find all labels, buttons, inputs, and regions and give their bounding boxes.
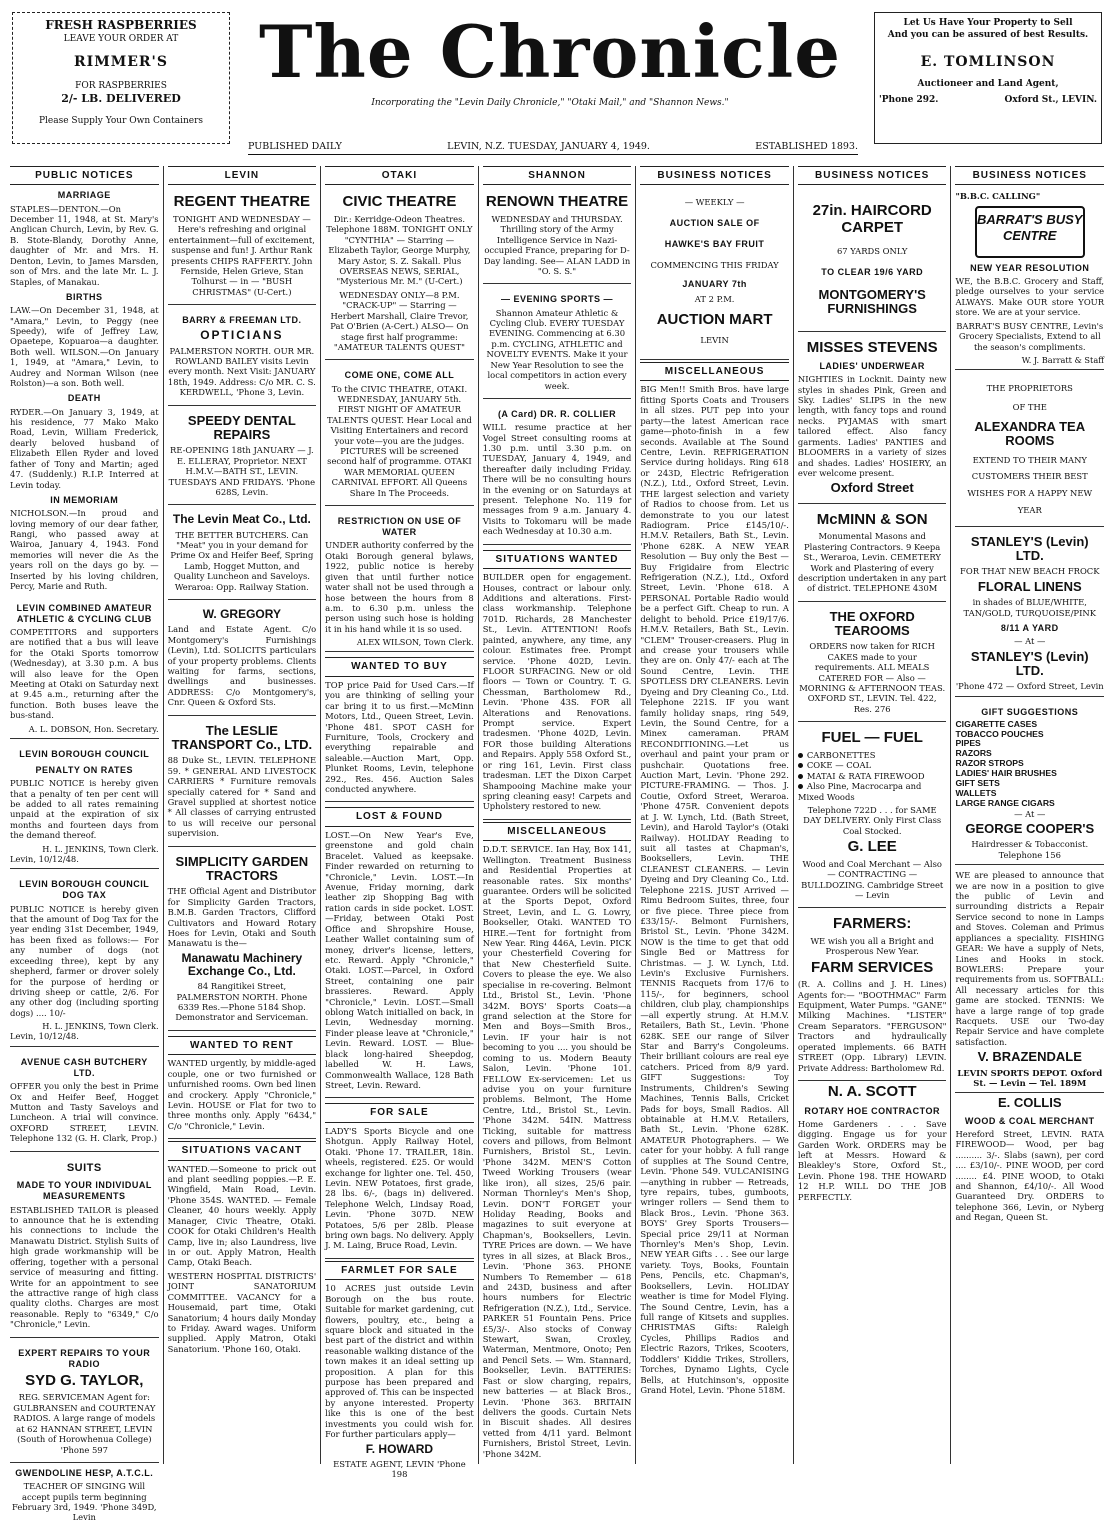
list-item: RAZOR STROPS bbox=[955, 758, 1024, 769]
list-item-label: COKE — COAL bbox=[806, 760, 872, 771]
advertiser-name: REGENT THEATRE bbox=[173, 193, 311, 211]
notice-text: LOST.—On New Year's Eve, greenstone and gold chain Bracelet. Valued as keepsake. Finder rewarded on returning to "Chronicle," Levin. LOST.—In Avenue, Friday morning, dark leather zip Shopping Bag with ration cards in side pocket. LOST.—Friday, between Otaki Post Office and Shropshire House, Leather Wallet containing sum of money, driver's license, letters, etc. Reward. Apply "Chronicle," Otaki. LOST.—Parcel, in Oxford Street, containing one pair brassieres. Reward. Apply "Chronicle," Levin. LOST.—Small oblong Watch initialled on back, in Levin, Wednesday morning. Finder please leave at "Chronicle," Levin. Reward. LOST. — Blue-black long-haired Sheepdog, labelled W. H. Laws, Commonwealth Wallace, 128 Bath Street, Levin. Reward. bbox=[325, 829, 474, 1090]
notice-block bbox=[483, 188, 632, 284]
advertiser-name: The Levin Meat Co., Ltd. bbox=[172, 512, 311, 527]
list-item bbox=[798, 771, 947, 781]
notice-block bbox=[325, 362, 474, 506]
notice-block bbox=[168, 1141, 317, 1354]
masthead-incorporating: Incorporating the "Levin Daily Chronicle," "Otaki Mail," and "Shannon News." bbox=[371, 98, 729, 108]
notice-block bbox=[325, 804, 474, 1098]
notice-text: REG. SERVICEMAN Agent for: GULBRANSEN and COURTENAY RADIOS. A large range of models at 62 HANNAN STREET, LEVIN (South of Horowhenua College) 'Phone 597 bbox=[13, 1392, 156, 1455]
column-business-notices-1 bbox=[636, 166, 794, 1464]
section-heading: HAWKE'S BAY FRUIT bbox=[664, 238, 765, 249]
advertiser-name: FARMERS: bbox=[833, 915, 912, 933]
ear-text: 2/- LB. DELIVERED bbox=[61, 92, 181, 106]
advertiser-name: SPEEDY DENTAL REPAIRS bbox=[187, 412, 296, 443]
advertiser-name: 27in. HAIRCORD CARPET bbox=[812, 202, 932, 236]
section-heading: LOST & FOUND bbox=[325, 807, 474, 826]
section-heading: COME ONE, COME ALL bbox=[344, 370, 455, 381]
notice-text: D.D.T. SERVICE. Ian Hay, Box 141, Wellington. Treatment Business and Residential Properties at reasonable rates. Six months' guarantee. Orders will be solicited at the Sports Depot, Oxford Street, Levin, and L. G. Lowry, Bookseller, Otaki. WANTED TO HIRE.—Tent for fortnight from New Year. Ring 446A, Levin. PICK your Chesterfield Covering for that New Chesterfield Suite. Covers to please the eye. We also specialise in re-covering. Belmont Ltd., Bristol St., Levin. 'Phone 342M. BOYS' Sports Coats—a grand selection at the Store for Men and Boys—Smith Bros., Levin. IF your hair is not becoming to you .... you should be coming to us. Modern Beauty Salon, Levin. 'Phone 101. FELLOW Ex-servicemen: Let us advise you on your furniture problems. Belmont, The Home Centre, Ltd., Bristol St., Levin. 'Phone 342M. 54IN. Mattress Ticking, suitable for mattress covers and pillows, from Belmont Furnishers, Bristol St., Levin. 'Phone 342M. MEN'S Cotton Tweed Working Trousers (wear like iron), all sizes, 25/6 pair. Norman Thornley's Men's Shop, Levin. DON'T FORGET your Holiday Reading, Books and magazines to suit everyone at Chapman's, Booksellers, Levin. TYRE Prices are down. — We have tyres in all sizes, at Black Bros., Levin. 'Phone 363. PHONE Numbers To Remember — 618 and 243D, business and after hours numbers for Electric Refrigeration (N.Z.), Ltd., Service. PARKER 51 Fountain Pens. Price £5/3/-. Also stocks of Conway Stewart, Swan, Croxley, Waterman, Mentmore, Onoto; Pen and Pencil Sets. — Wm. Stannard, Bookseller, Levin. BATTERIES: Fast or slow charging, repairs, new batteries — at Black Bros., Levin. 'Phone 363. BRITAIN delivers the goods. Curtain Nets in Biscuit shades. All desires vetted from 4/11 yard. Belmont Furnishers, Bristol Street, Levin. 'Phone 342M. bbox=[482, 844, 632, 1459]
notice-block bbox=[10, 1468, 159, 1523]
notice-block bbox=[483, 401, 632, 545]
list-item: WALLETS bbox=[955, 787, 997, 798]
notice-block bbox=[798, 910, 947, 1081]
notice-text: WE are pleased to announce that we are now in a position to give the public of Levin and surrounding districts a Repair Service second to none in Lamps and Stoves. Coleman and Primus appliances a speciality. FISHING GEAR: We have a supply of Nets, Lines and Hooks in stock. BOWLERS: Prepare your requirements from us. SOFTBALL: All necessary articles for this game are stocked. TENNIS: We have a large range of top grade Racquets. USE our Two-day Repair Service and have complete satisfaction. bbox=[955, 870, 1105, 1047]
ear-text: 'Phone 292. bbox=[879, 95, 939, 106]
list-item: RAZORS bbox=[955, 748, 992, 759]
advertiser-name: RENOWN THEATRE bbox=[485, 193, 629, 211]
notice-block bbox=[798, 724, 947, 908]
dateline-left: PUBLISHED DAILY bbox=[248, 141, 342, 152]
notice-block bbox=[325, 1261, 474, 1480]
notice-block bbox=[325, 508, 474, 652]
notice-text: LEVIN bbox=[700, 334, 729, 345]
bullet-icon bbox=[798, 784, 803, 789]
column-public-notices bbox=[6, 166, 164, 1523]
section-heading: EXPERT REPAIRS TO YOUR RADIO bbox=[18, 1347, 151, 1369]
notice-block bbox=[10, 595, 159, 739]
column-heading: PUBLIC NOTICES bbox=[10, 166, 159, 185]
notice-text: OF THE bbox=[1012, 401, 1047, 412]
section-heading: JANUARY 7th bbox=[682, 278, 747, 289]
section-subheading: PENALTY ON RATES bbox=[35, 764, 134, 775]
notice-text: STAPLES—DENTON.—On December 11, 1948, at St. Mary's Anglican Church, Levin, by Rev. G. B. Stote-Blandy, Dorothy Anne, daughter of Mr. and Mrs. H. Denton, Levin, to James Marsden, son of Mrs. and the late Mr. L. J. Staples, of Manakau. bbox=[10, 203, 159, 287]
section-heading: IN MEMORIAM bbox=[50, 494, 119, 505]
section-heading: TO CLEAR 19/6 YARD bbox=[821, 266, 924, 277]
column-heading: BUSINESS NOTICES bbox=[640, 166, 789, 185]
section-heading: RESTRICTION ON USE OF WATER bbox=[337, 516, 462, 538]
section-heading: MISCELLANEOUS bbox=[483, 822, 632, 841]
notice-text: 'Phone 472 — Oxford Street, Levin bbox=[955, 681, 1104, 692]
ear-text: FRESH RASPBERRIES bbox=[45, 18, 197, 32]
notice-text: WEDNESDAY and THURSDAY. Thrilling story of the Army Intelligence Service in Nazi-occupied France, preparing for D-Day landing. See— ALAN LADD in "O. S. S." bbox=[483, 213, 631, 276]
notice-signature: W. J. Barratt & Staff bbox=[1021, 354, 1105, 365]
notice-text: OFFER you only the best in Prime Ox and Heifer Beef, Hogget Mutton and Tasty Saveloys and Luncheon. A trial will convince. OXFORD STREET, LEVIN. Telephone 132 (G. H. Clark, Prop.) bbox=[10, 1081, 159, 1144]
ear-text: Oxford St., LEVIN. bbox=[1004, 95, 1097, 106]
section-heading: MARRIAGE bbox=[57, 190, 111, 201]
notice-text: (R. A. Collins and J. H. Lines) Agents for:— "BOOTHMAC" Farm Equipment, Water Pumps. "GANE" Milking Machines. "LISTER" Cream Separators. "FERGUSON" Tractors and hydraulically operated implements. 66 BATH STREET (Opp. Library) LEVIN. Private Address: Bartholomew Rd. bbox=[797, 979, 947, 1073]
notice-text: NICHOLSON.—In proud and loving memory of our dear father, Rangi, who passed away at Wairoa, January 4, 1943. Fond memories will never die As the years roll on the days go by. —Inserted by his loving children, Percy, Marie and Ruth. bbox=[10, 508, 159, 592]
notice-text: — At — bbox=[1014, 808, 1046, 819]
ear-text: FOR RASPBERRIES bbox=[75, 81, 167, 92]
notice-block bbox=[955, 867, 1104, 1093]
advertiser-name: MONTGOMERY'S FURNISHINGS bbox=[818, 286, 926, 317]
newspaper-title: The Chronicle bbox=[258, 9, 842, 94]
column-heading: LEVIN bbox=[168, 166, 317, 185]
notice-text: 67 YARDS ONLY bbox=[836, 246, 908, 257]
notice-text: LADY'S Sports Bicycle and one Shotgun. Apply Railway Hotel, Otaki. 'Phone 17. TRAILER, 18in. wheels, registered. £25. Or would exchange for lighter one. Tel. 450, Levin. NEW Potatoes, first grade, 28 lbs. 6/-, (bags in) delivered. Telephone Welch, Lindsay Road, Levin. 'Phone 307D. NEW Potatoes, 5/6 per 28lb. Please bring own bags. No delivery. Apply J. M. Laing, Bruce Road, Levin. bbox=[325, 1125, 474, 1251]
notice-text: Home Gardeners . . . Save digging. Engage us for your Garden Work. ORDERS may be left at Messrs. Howard & Bleakley's Store, Oxford St., Levin. Phone 198. THE HOWARD 12 H.P. WILL DO THE JOB PERFECTLY. bbox=[797, 1118, 947, 1202]
notice-signature: H. L. JENKINS, Town Clerk. bbox=[42, 1021, 159, 1032]
notice-block bbox=[10, 1049, 159, 1152]
section-subheading: MADE TO YOUR INDIVIDUAL MEASUREMENTS bbox=[16, 1180, 152, 1202]
column-otaki bbox=[321, 166, 479, 1480]
bullet-icon bbox=[798, 763, 803, 768]
list-item: GIFT SETS bbox=[955, 777, 1000, 788]
right-ear-ad bbox=[874, 12, 1102, 144]
section-heading: LADIES' UNDERWEAR bbox=[819, 361, 925, 372]
ear-text: Please Supply Your Own Containers bbox=[38, 116, 204, 127]
left-ear-ad bbox=[12, 12, 230, 144]
section-heading: NEW YEAR RESOLUTION bbox=[970, 262, 1090, 273]
masthead bbox=[240, 6, 860, 118]
dateline bbox=[248, 141, 858, 155]
notice-block bbox=[955, 372, 1104, 527]
dateline-right: ESTABLISHED 1893. bbox=[755, 141, 858, 152]
notice-text: PUBLIC NOTICE is hereby given that a penalty of ten per cent will be added to all rates remaining unpaid at the expiration of six months and fourteen days from the demand thereof. bbox=[10, 778, 159, 841]
notice-block bbox=[168, 849, 317, 1031]
section-heading: WANTED TO BUY bbox=[325, 657, 474, 676]
notice-text: "B.B.C. CALLING" bbox=[955, 191, 1041, 202]
advertiser-name: SYD G. TAYLOR, bbox=[25, 1371, 144, 1389]
section-heading: SITUATIONS VACANT bbox=[168, 1141, 317, 1160]
notice-text: in shades of BLUE/WHITE, TAN/GOLD, TURQUOISE/PINK bbox=[963, 597, 1096, 618]
notice-block bbox=[798, 334, 947, 504]
notice-text: BARRAT'S BUSY CENTRE, Levin's Grocery Specialists, Extend to all the season's compliments. bbox=[956, 320, 1104, 352]
notice-text: ORDERS now taken for RICH CAKES made to your requirements. ALL MEALS CATERED FOR — Also — MORNING & AFTERNOON TEAS. OXFORD ST., LEVIN. Tel. 422, Res. 276 bbox=[799, 641, 946, 714]
notice-text: Shannon Amateur Athletic & Cycling Club. EVERY TUESDAY EVENING. Commencing at 6.30 p.m. CYCLING, ATHLETIC and NOVELTY EVENTS. Make it your New Year Resolution to see the local competitors in action every week. bbox=[486, 307, 628, 391]
notice-text: EXTEND TO THEIR MANY CUSTOMERS THEIR BEST WISHES FOR A HAPPY NEW YEAR bbox=[967, 454, 1093, 515]
notice-text: WILL resume practice at her Vogel Street consulting rooms at 1.30 p.m. until 3.30 p.m. on TUESDAY, January 4, 1949, and thereafter daily including Friday. There will be no consulting hours in the evening or on Saturdays at present. Telephone No. 119 for messages from 9 a.m. January 4. Visits to Tokomaru will be made each Wednesday at 10.30 a.m. bbox=[482, 422, 632, 537]
notice-text: NIGHTIES in Locknit. Dainty new styles in shades Pink, Green and Sky. Ladies' SLIPS in the new length, with fancy tops and round necks. PYJAMAS with smart tailored effect. Also fancy garments. Ladies' PANTIES and BLOOMERS in a variety of sizes and shades. Ladies' HOSIERY, an ever welcome present. bbox=[797, 374, 947, 479]
notice-text: FOR THAT NEW BEACH FROCK bbox=[960, 566, 1100, 577]
notice-text: Monumental Masons and Plastering Contractors. 9 Keepa St., Weraroa, Levin. CEMETERY Work and Plastering of every description undertaken in any part of district. TELEPHONE 430M bbox=[798, 531, 947, 594]
notice-block bbox=[640, 188, 789, 360]
notice-text: ESTABLISHED TAILOR is pleased to announce that he is extending his connections to include the Manawatu District. Stylish Suits of high grade workmanship will be offering, together with a personal service of measuring and fitting. Write for an appointment to see the attractive range of high class quality cloths. Charges are most reasonable. Reply to "6349," C/o "Chronicle," Levin. bbox=[10, 1204, 159, 1330]
section-heading: SUITS bbox=[66, 1161, 102, 1174]
notice-block bbox=[798, 604, 947, 723]
notice-text: — At — bbox=[1014, 636, 1046, 647]
section-heading: GIFT SUGGESTIONS bbox=[981, 706, 1079, 717]
section-heading: AUCTION SALE OF bbox=[669, 217, 760, 228]
advertiser-name: STANLEY'S (Levin) LTD. bbox=[970, 648, 1089, 678]
list-item: CIGARETTE CASES bbox=[955, 718, 1038, 729]
notice-text: TONIGHT AND WEDNESDAY — Here's refreshing and original entertainment—full of excitement, suspense and fun! J. Arthur Rank presents CHIPS RAFFERTY. John Fernside, Helen Grieve, Stan Tolhurst — in — "BUSH CHRISTMAS" (U-Cert.) bbox=[168, 213, 315, 297]
column-business-notices-3 bbox=[951, 166, 1108, 1464]
notice-signature: A. L. DOBSON, Hon. Secretary. bbox=[28, 723, 159, 734]
notice-text: LAW.—On December 31, 1948, at "Amara," Levin, to Peggy (nee Speedy), wife of Jeffrey Law, Opaetepe, Kopuaroa—a daughter. Both well. WILSON.—On January 1, 1949, at "Amara," Levin, to Audrey and Norman Wilson (nee Rolston)—a son. Both well. bbox=[10, 305, 159, 389]
notice-block bbox=[10, 1154, 159, 1338]
list-item: PIPES bbox=[955, 738, 981, 749]
column-heading: OTAKI bbox=[325, 166, 474, 185]
column-shannon bbox=[479, 166, 637, 1464]
notice-text: COMMENCING THIS FRIDAY bbox=[650, 260, 779, 271]
ear-text: And you can be assured of best Results. bbox=[887, 30, 1089, 41]
advertiser-name: E. COLLIS bbox=[997, 1095, 1062, 1111]
advertiser-name: G. LEE bbox=[847, 838, 897, 856]
notice-text: WANTED.—Someone to prick out and plant seedling poppies.—P. E. Wingfield, Main Road, Levin. 'Phone 354S. WANTED. — Female Cleaner, 40 hours weekly. Apply Manager, Civic Theatre, Otaki. COOK for Otaki Children's Health Camp, live in; also Laundress, live in or out. Apply Matron, Health Camp, Otaki Beach. bbox=[167, 1163, 317, 1268]
advertiser-name: FARM SERVICES bbox=[811, 958, 934, 976]
advertiser-name: STANLEY'S (Levin) LTD. bbox=[970, 533, 1089, 564]
notice-text: Hairdresser & Tobacconist. Telephone 156 bbox=[971, 839, 1089, 860]
list-item bbox=[798, 750, 947, 760]
advertiser-name: Oxford Street bbox=[830, 480, 914, 496]
notice-text: RE-OPENING 18th JANUARY — J. E. ELLERAY, Proprietor. NEXT H.M.V.—BATH ST., LEVIN. TUESDAYS AND FRIDAYS. 'Phone 628S, Levin. bbox=[168, 445, 316, 497]
advertiser-name: AUCTION MART bbox=[656, 311, 773, 329]
notice-signature: ALEX WILSON, Town Clerk. bbox=[356, 637, 474, 648]
notice-text: BUILDER open for engagement. Houses, contract or labour only. Additions and alterations. First-class workmanship. Telephone 701D. Richards, 28 Manchester St., Levin. ATTENTION! Roofs painted, anywhere, any time, any colour. Estimates free. Prompt service. 'Phone 402D, Levin. FLOOR SURFACING. New or old floors — Town or Country. T. G. Chessman, Bartholomew Rd., Levin. 'Phone 43S. FOR all Alterations and Renovations. Prompt service. Expert tradesmen. 'Phone 402D, Levin. FOR those building Alterations and Repairs. Apply 558 Oxford St., or ring 161, Levin. First class tradesman. LET the Dixon Carpet Shampooing Machine make your spring cleaning easy! Carpets and Upholstery restored to new. bbox=[482, 572, 632, 812]
bullet-icon bbox=[798, 753, 803, 758]
notice-block bbox=[798, 188, 947, 331]
notice-text: Telephone 722D . . . for SAME DAY DELIVERY. Only First Class Coal Stocked. bbox=[803, 804, 942, 836]
notice-text: AT 2 P.M. bbox=[694, 293, 735, 304]
advertiser-name: SIMPLICITY GARDEN TRACTORS bbox=[175, 853, 309, 883]
notice-block bbox=[640, 362, 789, 1395]
notice-block bbox=[168, 307, 317, 405]
notice-block bbox=[955, 188, 1104, 370]
section-heading: DEATH bbox=[67, 393, 101, 404]
notice-text: Hereford Street, LEVIN. RATA FIREWOOD— Wood, per bag .......... 3/-. Slabs (sawn), per cord .... £3/10/-. PINE WOOD, per cord ........ £4. PINE WOOD, to Otaki and Shannon, £4/10/-. All Wood Guaranteed Dry. ORDERS to telephone 366, Levin, or Nyberg and Regan, Queen St. bbox=[955, 1128, 1105, 1223]
list-item-label: Also Pine, Macrocarpa and Mixed Woods bbox=[797, 781, 922, 802]
notice-block bbox=[168, 408, 317, 506]
notice-text: TEACHER OF SINGING Will accept pupils term beginning February 3rd, 1949. 'Phone 349D, Levin bbox=[12, 1481, 157, 1523]
notice-block bbox=[955, 529, 1104, 697]
ear-text: LEAVE YOUR ORDER AT bbox=[63, 34, 179, 45]
notice-text: PUBLIC NOTICE is hereby given that the amount of Dog Tax for the year ending 31st December, 1949, has been fixed as follows:— For any number of dogs (not exceeding three), kept by any shepherd, farmer or drover solely for the purpose of herding or driving sheep or cattle, 2/6. For any other dog (including sporting dogs) .... 10/- bbox=[10, 903, 159, 1018]
list-item: LARGE RANGE CIGARS bbox=[955, 797, 1055, 808]
notice-text: UNDER authority conferred by the Otaki Borough general bylaws, 1922, public notice is hereby given that until further notice water shall not be used through a hose between the hours from 8 a.m. to 6.30 p.m. unless the person using such hose is holding it in his hand while it is so used. bbox=[325, 540, 474, 634]
notice-block bbox=[325, 188, 474, 360]
list-item-label: MATAI & RATA FIREWOOD bbox=[806, 770, 925, 781]
column-business-notices-2 bbox=[794, 166, 952, 1464]
list-item-label: CARBONETTES bbox=[806, 749, 876, 760]
notice-block bbox=[168, 507, 317, 600]
notice-text: COMPETITORS and supporters are notified that a bus will leave for the Otaki Sports tomorrow (Wednesday), at 3.30 p.m. A bus will also leave for the Open Meeting at Otaki on Saturday next at 9.45 a.m., returning after the function. Both buses leave the bus-stand. bbox=[10, 626, 159, 721]
ear-text: Let Us Have Your Property to Sell bbox=[903, 18, 1073, 28]
advertiser-name: FLORAL LINENS bbox=[977, 578, 1082, 594]
column-heading: BUSINESS NOTICES bbox=[955, 166, 1104, 185]
advertiser-name: MISSES STEVENS bbox=[806, 338, 938, 356]
ear-title: E. TOMLINSON bbox=[920, 54, 1056, 71]
notice-block bbox=[10, 741, 159, 869]
notice-block bbox=[168, 1033, 317, 1139]
advertiser-name: Manawatu Machinery Exchange Co., Ltd. bbox=[181, 950, 303, 978]
section-heading: 8/11 A YARD bbox=[1000, 622, 1059, 633]
notice-text: 88 Duke St., LEVIN. TELEPHONE 59. * GENERAL AND LIVESTOCK CARRIERS * Furniture removals specially catered for * Sand and Gravel supplied at shortest notice * All classes of carrying entrusted to us will receive our personal supervision. bbox=[167, 755, 317, 839]
list-item bbox=[798, 760, 947, 770]
notice-text: THE BETTER BUTCHERS. Can "Meat" you in your demand for Prime Ox and Heifer Beef, Spring Lamb, Hogget Mutton, and Quality Luncheon and Saveloys. Weraroa: Opp. Railway Station. bbox=[170, 529, 314, 592]
advertiser-name: F. HOWARD bbox=[365, 1441, 434, 1456]
section-heading: BIRTHS bbox=[66, 291, 103, 302]
section-heading: LEVIN COMBINED AMATEUR ATHLETIC & CYCLING CLUB bbox=[16, 602, 153, 624]
notice-block bbox=[955, 1096, 1104, 1222]
advertiser-name: V. BRAZENDALE bbox=[977, 1049, 1082, 1065]
notice-block bbox=[798, 506, 947, 602]
notice-block bbox=[10, 871, 159, 1047]
section-heading: LEVIN BOROUGH COUNCIL DOG TAX bbox=[19, 879, 150, 901]
notice-text: To the CIVIC THEATRE, OTAKI. WEDNESDAY, JANUARY 5th. FIRST NIGHT OF AMATEUR TALENTS QUEST. Hear Local and Visiting Entertainers and record your vote—you are the judges. PICTURES will be screened second half of programme. OTAKI WAR MEMORIAL QUEEN CARNIVAL EFFORT. All Queens Share In The Proceeds. bbox=[326, 383, 472, 498]
column-heading: BUSINESS NOTICES bbox=[798, 166, 947, 185]
section-heading: ROTARY HOE CONTRACTOR bbox=[804, 1105, 941, 1116]
section-heading: — EVENING SPORTS — bbox=[501, 294, 614, 305]
advertiser-name: The LESLIE TRANSPORT Co., LTD. bbox=[171, 722, 313, 752]
section-heading: FOR SALE bbox=[325, 1103, 474, 1122]
advertiser-name: OPTICIANS bbox=[200, 328, 284, 343]
notice-text: Dir.: Kerridge-Odeon Theatres. Telephone 188M. TONIGHT ONLY "CYNTHIA" — Starring — Elizabeth Taylor, George Murphy, Mary Astor, S. Z. Sakall. Plus OVERSEAS NEWS, SERIAL, "Mysterious Mr. M." (U-Cert.) bbox=[326, 213, 473, 287]
barrats-busy-centre-logo: BARRAT'S BUSY CENTRE bbox=[975, 206, 1085, 258]
notice-text: BIG Men!! Smith Bros. have large fitting Sports Coats and Trousers in all sizes. PUT pep into your party—the latest American race game—photo-finish in a few seconds. Available at The Sound Centre, Levin. REFRIGERATION Service during holidays. Ring 618 or 243D, Electric Refrigeration (N.Z.), Ltd., Oxford Street, Levin. THE largest selection and variety of Radios to choose from. Let us demonstrate to you our latest Radiogram. Price £145/10/-. H.M.V. Retailers, Bath St., Levin. 'Phone 628K. A NEW YEAR Resolution — Buy only the Best — Buy Frigidaire from Electric Refrigeration (N.Z.), Ltd., Oxford Street, Levin. 'Phone 618. A PERSONAL Portable Radio would be a perfect Gift. Cheap to run. A delight to behold. Price £19/17/6. H.M.V. Retailers, Bath St., Levin. "CLEM" Trouser-creasers. Plug in and crease your trousers while they are on. Only 47/- each at The Sound Centre, Levin. THE SPOTLESS DRY CLEANERS. Levin Dyeing and Dry Cleaning Co., Ltd. Telephone 221S. IF you want family holiday snaps, ring 549, Levin, the Sound Centre, for a Minex cameraman. PRAM RECONDITIONING.—Let us overhaul and paint your pram or pushchair. Quotations free. Auction Mart, Levin. 'Phone 292. PICTURE-FRAMING. — Thos. J. Coutie, Oxford Street, Weraroa. 'Phone 475R. Convenient depots at J. W. Lynch, Ltd. (Bath Street, Levin), and Harold Taylor's (Otaki Railway). HOLIDAY Reading to suit all tastes at Chapman's, Booksellers, Levin. THE CLEANEST CLEANERS. — Levin Dyeing and Dry Cleaning Co., Ltd. Telephone 221S. JUST Arrived — Rimu Bedroom Suites, three, four or five piece. Three piece from £33/15/-. Belmont Furnishers, Bristol St., Levin. 'Phone 342M. NOW is the time to get that odd Single Bed or Mattress for Christmas. — J. W. Lynch, Ltd. Levin's Exclusive Furnishers. TENNIS Racquets from 17/6 to 115/-, for beginners, school children, club play, championships—all expertly strung. At H.M.V. Retailers, Bath St., Levin. 'Phone 628K. SEE our range of Silver Star and Barry's Congoleums. Their brilliant colours are real eye catchers. Priced from 8/9 yard. GIFT Suggestions: Toy Instruments, Children's Sewing Machines, Tennis Balls, Cricket Pads for boys, Small Radios. All obtainable at H.M.V. Retailers, Bath St., Levin. 'Phone 628K. AMATEUR Photographers. — We cater for your hobby. A full range of supplies at The Sound Centre, Levin. 'Phone 549. VULCANISING—anything in rubber — Retreads, tyre repairs, tubes, gumboots, wringer rollers — Send them to Black Bros., Levin. 'Phone 363. BOYS' Grey Sports Trousers—Special price 29/11 at Norman Thornley's Men's Shop, Levin. NEW YEAR Gifts . . . See our large variety. Toys, Books, Fountain Pens, Pencils, etc. Chapman's, Booksellers, Levin. HOLIDAY weather is time for Model Flying. The Sound Centre, Levin, has a full range of Kitsets and supplies. CHRISTMAS Gifts: Raleigh Cycles, Phillips Radios and Electric Razors, Trikes, Scooters, Toddlers' Kiddie Trikes, Strollers, Torches, Dynamo Lights, Cycle Bells, at Hutchinson's, opposite Grand Hotel, Levin. 'Phone 518M. bbox=[640, 384, 789, 1395]
section-heading: SITUATIONS WANTED bbox=[483, 550, 632, 569]
notice-text: WANTED urgently, by middle-aged couple, one or two furnished or unfurnished rooms. Own bed linen and crockery. Apply "Chronicle," Levin. HOUSE or Flat for two to three months only. Apply "6434," C/o "Chronicle," Levin. bbox=[167, 1058, 317, 1131]
notice-text: — WEEKLY — bbox=[684, 197, 745, 208]
list-item: TOBACCO POUCHES bbox=[955, 728, 1044, 739]
notice-text: WEDNESDAY ONLY—8 P.M. "CRACK-UP" — Starring — Herbert Marshall, Claire Trevor, Pat O'Brien (A-Cert.) ALSO— On stage first half programme: "AMATEUR TALENTS QUEST" bbox=[330, 289, 469, 352]
notice-block bbox=[168, 188, 317, 305]
ear-text: Auctioneer and Land Agent, bbox=[917, 79, 1059, 90]
advertiser-name: CIVIC THEATRE bbox=[342, 193, 457, 211]
advertiser-name: ALEXANDRA TEA ROOMS bbox=[974, 418, 1086, 449]
notice-block bbox=[325, 654, 474, 802]
notice-signature: H. L. JENKINS, Town Clerk. bbox=[42, 843, 159, 854]
notice-text: ESTATE AGENT, LEVIN 'Phone 198 bbox=[333, 1458, 466, 1480]
advertiser-name: N. A. SCOTT bbox=[827, 1083, 917, 1101]
notice-text: WE, the B.B.C. Grocery and Staff, pledge ourselves to your service ALWAYS. Make OUR store YOUR store. We are at your service. bbox=[955, 275, 1105, 318]
advertiser-name: W. GREGORY bbox=[202, 607, 281, 622]
advertiser-name: THE OXFORD TEAROOMS bbox=[829, 608, 915, 639]
column-heading: SHANNON bbox=[483, 166, 632, 185]
section-heading: FARMLET FOR SALE bbox=[325, 1261, 474, 1280]
notice-block bbox=[955, 699, 1104, 866]
notice-text: TOP price Paid for Used Cars.—If you are thinking of selling your car bring it to us first.—McMinn Motors, Ltd., Queen Street, Levin. 'Phone 481. SPOT CASH for Furniture, Tools, Crockery and everything repairable and saleable.—Auction Mart, Opp. Plunket Rooms, Levin, telephone 292., Res. 456. Auction Sales conducted anywhere. bbox=[325, 679, 474, 795]
notice-date: Levin, 10/12/48. bbox=[10, 853, 79, 864]
fuel-list bbox=[798, 750, 947, 802]
notice-block bbox=[483, 822, 632, 1459]
notice-date: Levin, 10/12/48. bbox=[10, 1031, 79, 1042]
section-heading: LEVIN BOROUGH COUNCIL bbox=[19, 748, 150, 759]
bullet-icon bbox=[798, 774, 803, 779]
advertiser-name: McMINN & SON bbox=[816, 510, 928, 528]
notice-text: 84 Rangitikei Street, PALMERSTON NORTH. Phone 6339 Res.—Phone 5184 Shop. Demonstrator and Serviceman. bbox=[175, 981, 309, 1023]
notice-text: RYDER.—On January 3, 1949, at his residence, 77 Mako Mako Road, Levin, William Frederick, dearly beloved husband of Elizabeth Ellen Ryder and loved father of Tony and Martin; aged 47. (Suddenly.) R.I.P. Interred at Levin today. bbox=[10, 406, 159, 490]
columns bbox=[6, 166, 1108, 1523]
section-heading: GWENDOLINE HESP, A.T.C.L. bbox=[15, 1467, 154, 1478]
notice-block bbox=[325, 1100, 474, 1258]
notice-block bbox=[483, 286, 632, 399]
section-heading: MISCELLANEOUS bbox=[640, 362, 789, 381]
advertiser-name: GEORGE COOPER'S bbox=[965, 820, 1095, 836]
notice-text: THE PROPRIETORS bbox=[986, 383, 1073, 394]
list-item: LADIES' HAIR BRUSHES bbox=[955, 768, 1057, 779]
dateline-center: LEVIN, N.Z. TUESDAY, JANUARY 4, 1949. bbox=[447, 141, 650, 152]
notice-text: WESTERN HOSPITAL DISTRICTS' JOINT SANATORIUM COMMITTEE. VACANCY for a Housemaid, part time, Otaki Sanatorium; 4 hours daily Monday to Friday. Award wages. Uniform supplied. Apply Matron, Otaki Sanatorium. 'Phone 160, Otaki. bbox=[167, 1270, 317, 1354]
notice-text: PALMERSTON NORTH. OUR MR. ROWLAND BAILEY visits Levin every month. Next Visit: JANUARY 18th, 1949. Address: C/o MR. C. S. KERDWELL, 'Phone 3, Levin. bbox=[167, 345, 316, 398]
section-heading: BARRY & FREEMAN LTD. bbox=[182, 315, 302, 326]
notice-text: 10 ACRES just outside Levin Borough on the bus route. Suitable for market gardening, cut flowers, poultry, etc., being a square block and situated in the best part of the district and within reasonable walking distance of the town makes it an ideal setting up proposition. A plan for this purpose has been prepared and approved of. This can be inspected by anyone interested. Property like this is one of the best investments you could wish for. For further particulars apply— bbox=[325, 1283, 474, 1440]
notice-text: LEVIN SPORTS DEPOT. Oxford St. — Levin — Tel. 189M bbox=[957, 1067, 1103, 1089]
section-heading: WOOD & COAL MERCHANT bbox=[964, 1115, 1095, 1126]
notice-text: Wood and Coal Merchant — Also — CONTRACTING — BULLDOZING. Cambridge Street — Levin bbox=[801, 858, 944, 900]
ear-title: RIMMER'S bbox=[74, 54, 168, 71]
notice-block bbox=[798, 1084, 947, 1202]
notice-text: THE Official Agent and Distributor for Simplicity Garden Tractors, B.M.B. Garden Tractors, Clifford Cultivators and Howard Rotary Hoes for Levin, Otaki and South Manawatu is the— bbox=[167, 886, 317, 949]
section-heading: (A Card) DR. R. COLLIER bbox=[497, 408, 617, 419]
advertiser-name: FUEL — FUEL bbox=[821, 729, 923, 747]
notice-block bbox=[483, 547, 632, 820]
gift-list bbox=[955, 720, 1104, 809]
notice-block bbox=[10, 1340, 159, 1463]
section-heading: WANTED TO RENT bbox=[168, 1036, 317, 1055]
section-heading: AVENUE CASH BUTCHERY LTD. bbox=[20, 1056, 148, 1078]
notice-block bbox=[168, 602, 317, 716]
notice-text: WE wish you all a Bright and Prosperous New Year. bbox=[810, 935, 934, 957]
notice-text: Land and Estate Agent. C/o Montgomery's Furnishings (Levin), Ltd. SOLICITS particulars of your property problems. Clients waiting for farms, sections, dwellings and businesses. ADDRESS: C/o Montgomery's, Cnr. Queen & Oxford Sts. bbox=[167, 624, 317, 708]
notice-block bbox=[168, 718, 317, 847]
list-item bbox=[798, 781, 947, 802]
column-levin bbox=[164, 166, 322, 1464]
